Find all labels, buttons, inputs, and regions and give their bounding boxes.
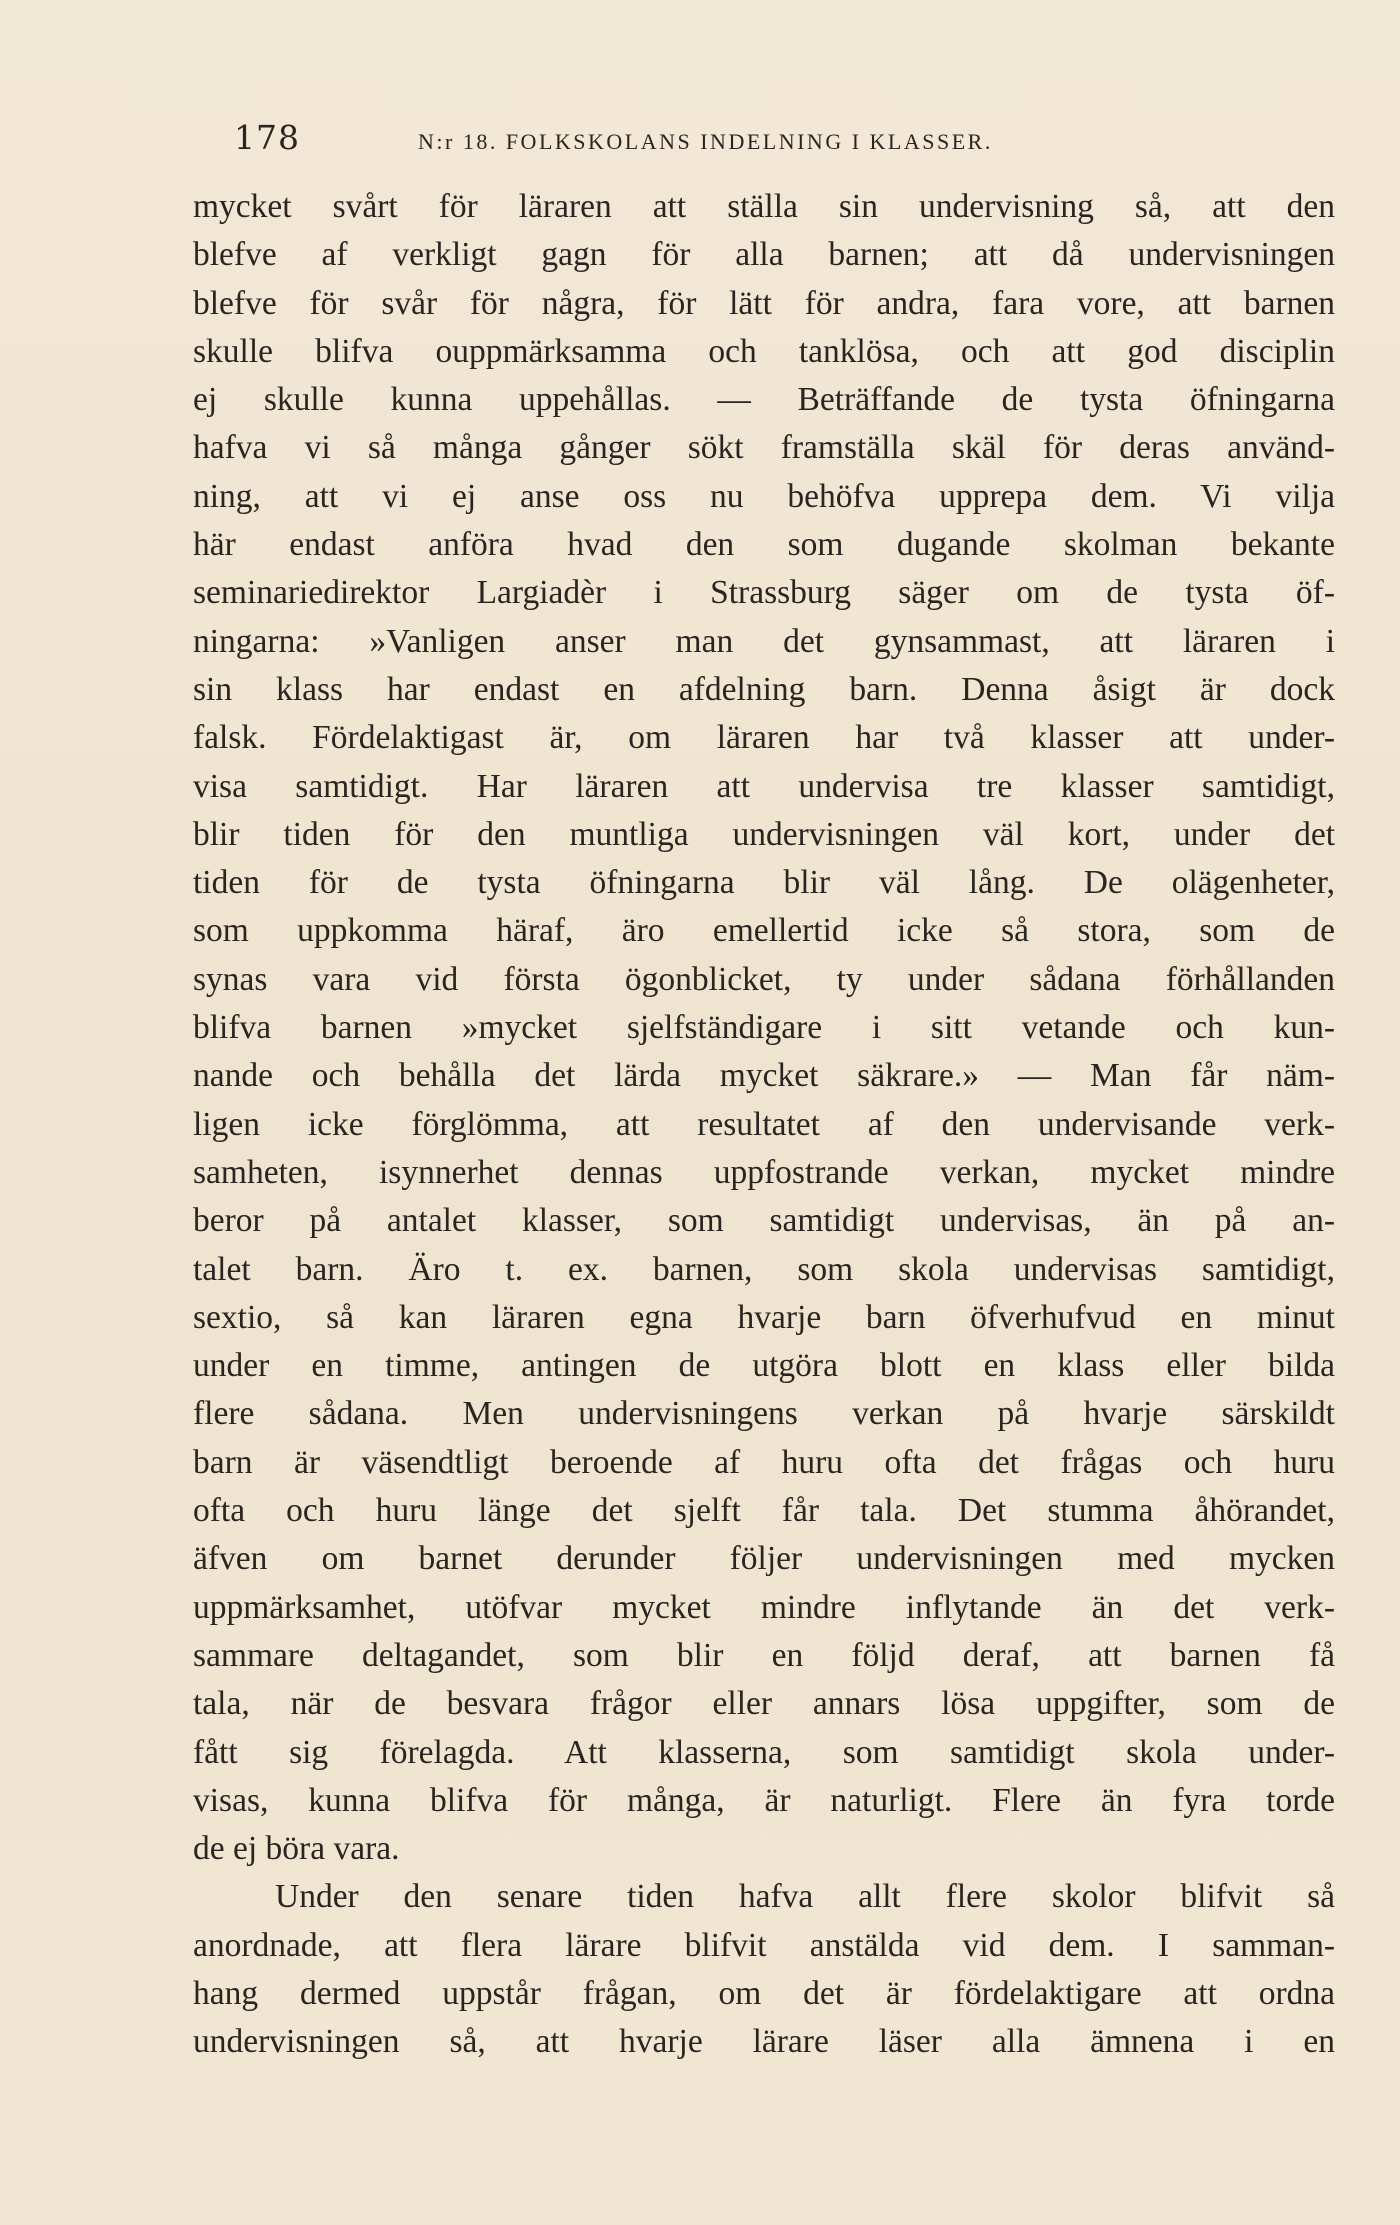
text-line: tala, när de besvara frågor eller annars lösa uppgifter, som de xyxy=(193,1685,1335,1723)
text-line: anordnade, att flera lärare blifvit anstälda vid dem. I samman- xyxy=(193,1926,1335,1964)
text-line: flere sådana. Men undervisningens verkan på hvarje särskildt xyxy=(193,1395,1335,1433)
text-line: uppmärksamhet, utöfvar mycket mindre inflytande än det verk- xyxy=(193,1588,1335,1626)
text-line: sammare deltagandet, som blir en följd deraf, att barnen få xyxy=(193,1636,1335,1674)
text-line: fått sig förelagda. Att klasserna, som samtidigt skola under- xyxy=(193,1733,1335,1771)
text-line: ofta och huru länge det sjelft får tala. Det stumma åhörandet, xyxy=(193,1492,1335,1530)
text-line: blifva barnen »mycket sjelfständigare i sitt vetande och kun- xyxy=(193,1009,1335,1047)
page-header xyxy=(234,118,1184,162)
text-line: blir tiden för den muntliga undervisningen väl kort, under det xyxy=(193,815,1335,853)
text-line: ej skulle kunna uppehållas. — Beträffande de tysta öfningarna xyxy=(193,381,1335,419)
text-line: samheten, isynnerhet dennas uppfostrande verkan, mycket mindre xyxy=(193,1153,1335,1191)
paragraph-1 xyxy=(193,183,1335,1873)
text-line: synas vara vid första ögonblicket, ty under sådana förhållanden xyxy=(193,960,1335,998)
text-line: här endast anföra hvad den som dugande skolman bekante xyxy=(193,526,1335,564)
text-line: blefve af verkligt gagn för alla barnen; att då undervisningen xyxy=(193,236,1335,274)
text-line: ligen icke förglömma, att resultatet af den undervisande verk- xyxy=(193,1105,1335,1143)
paragraph-2 xyxy=(193,1873,1335,2066)
text-line: tiden för de tysta öfningarna blir väl lång. De olägenheter, xyxy=(193,864,1335,902)
text-line: blefve för svår för några, för lätt för andra, fara vore, att barnen xyxy=(193,284,1335,322)
text-line: talet barn. Äro t. ex. barnen, som skola undervisas samtidigt, xyxy=(193,1250,1335,1288)
page-number: 178 xyxy=(234,118,300,157)
body-text xyxy=(193,183,1335,2067)
text-line: ningarna: »Vanligen anser man det gynsammast, att läraren i xyxy=(193,622,1335,660)
text-line: sextio, så kan läraren egna hvarje barn öfverhufvud en minut xyxy=(193,1298,1335,1336)
text-line: undervisningen så, att hvarje lärare läser alla ämnena i en xyxy=(193,2023,1335,2061)
text-line: som uppkomma häraf, äro emellertid icke så stora, som de xyxy=(193,912,1335,950)
text-line: Under den senare tiden hafva allt flere skolor blifvit så xyxy=(275,1878,1335,1916)
text-line: falsk. Fördelaktigast är, om läraren har två klasser att under- xyxy=(193,719,1335,757)
text-line: hafva vi så många gånger sökt framställa skäl för deras använd- xyxy=(193,429,1335,467)
text-line: seminariedirektor Largiadèr i Strassburg säger om de tysta öf- xyxy=(193,574,1335,612)
text-line: visa samtidigt. Har läraren att undervisa tre klasser samtidigt, xyxy=(193,767,1335,805)
text-line: mycket svårt för läraren att ställa sin undervisning så, att den xyxy=(193,188,1335,225)
text-line: beror på antalet klasser, som samtidigt undervisas, än på an- xyxy=(193,1202,1335,1240)
text-line: hang dermed uppstår frågan, om det är fördelaktigare att ordna xyxy=(193,1974,1335,2012)
text-line: nande och behålla det lärda mycket säkrare.» — Man får näm- xyxy=(193,1057,1335,1095)
text-line: sin klass har endast en afdelning barn. Denna åsigt är dock xyxy=(193,670,1335,708)
text-line: ning, att vi ej anse oss nu behöfva upprepa dem. Vi vilja xyxy=(193,477,1335,515)
text-line: under en timme, antingen de utgöra blott en klass eller bilda xyxy=(193,1347,1335,1385)
text-line: barn är väsendtligt beroende af huru ofta det frågas och huru xyxy=(193,1443,1335,1481)
text-line: visas, kunna blifva för många, är naturligt. Flere än fyra torde xyxy=(193,1781,1335,1819)
running-head: N:r 18. FOLKSKOLANS INDELNING I KLASSER. xyxy=(418,129,993,154)
text-line: de ej böra vara. xyxy=(193,1830,400,1868)
text-line: skulle blifva ouppmärksamma och tanklösa, och att god disciplin xyxy=(193,332,1335,370)
text-line: äfven om barnet derunder följer undervisningen med mycken xyxy=(193,1540,1335,1578)
